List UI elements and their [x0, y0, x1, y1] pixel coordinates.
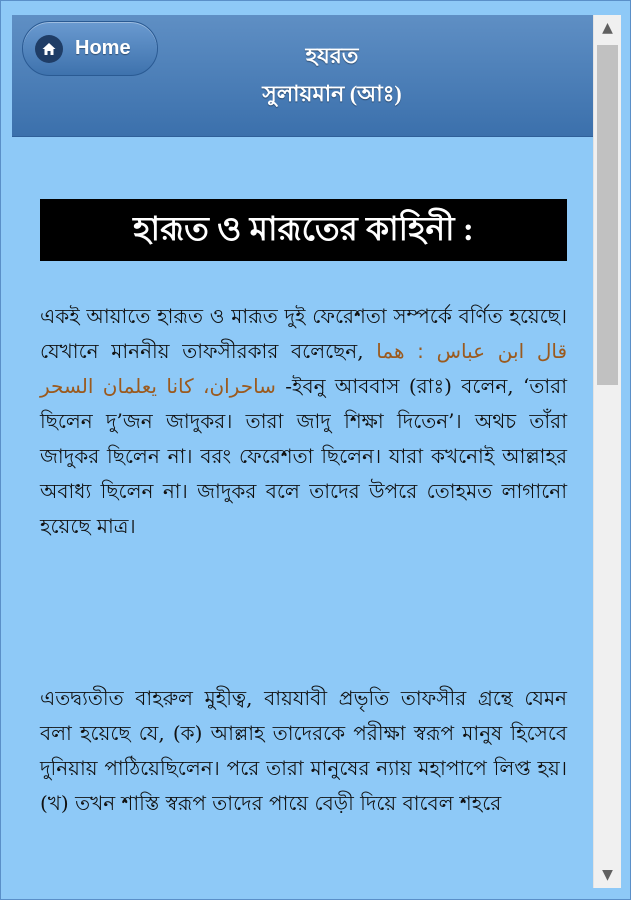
paragraph-1-text-a: একই আয়াতে হারূত ও মারূত দুই ফেরেশতা সম্পর্কে বর্ণিত হয়েছে। যেখানে মাননীয় তাফসীরকার বলেছেন, [40, 304, 567, 363]
section-heading: হারূত ও মারূতের কাহিনী : [40, 199, 567, 261]
page-title-line1: হযরত [305, 43, 359, 68]
page-title-line2: সুলায়মান (আঃ) [262, 81, 402, 106]
scroll-down-arrow-icon[interactable]: ▼ [602, 867, 613, 883]
home-button[interactable] [22, 21, 158, 76]
paragraph-1-text-b: -ইবনু আববাস (রাঃ) বলেন, ‘তারা ছিলেন দু’জন জাদুকর। তারা জাদু শিক্ষা দিতেন’। অথচ তাঁরা জাদুকর ছিলেন না। বরং ফেরেশতা ছিলেন। যারা কখনোই আল্লাহর অবাধ্য ছিলেন না। জাদুকর বলে তাদের উপরে তোহমত লাগানো হয়েছে মাত্র। [40, 374, 567, 538]
paragraph-1 [40, 299, 567, 544]
home-icon [35, 35, 63, 63]
vertical-scrollbar[interactable] [593, 15, 621, 888]
page-title [182, 37, 482, 113]
content-area [12, 137, 593, 900]
header-bar [12, 15, 593, 137]
scroll-up-arrow-icon[interactable]: ▲ [602, 20, 613, 36]
paragraph-2: এতদ্ব্যতীত বাহরুল মুহীত্ব, বায়যাবী প্রভৃতি তাফসীর গ্রন্থে যেমন বলা হয়েছে যে, (ক) আল্লাহ তাদেরকে পরীক্ষা স্বরূপ মানুষ হিসেবে দুনিয়ায় পাঠিয়েছিলেন। পরে তারা মানুষের ন্যায় মহাপাপে লিপ্ত হয়। (খ) তখন শাস্তি স্বরূপ তাদের পায়ে বেড়ী দিয়ে বাবেল শহরে [40, 686, 567, 815]
home-button-label: Home [75, 37, 131, 59]
arabic-quote: قال ابن عباس : هما ساحران، كانا يعلمان السحر [40, 339, 567, 398]
scroll-thumb[interactable] [597, 45, 618, 385]
